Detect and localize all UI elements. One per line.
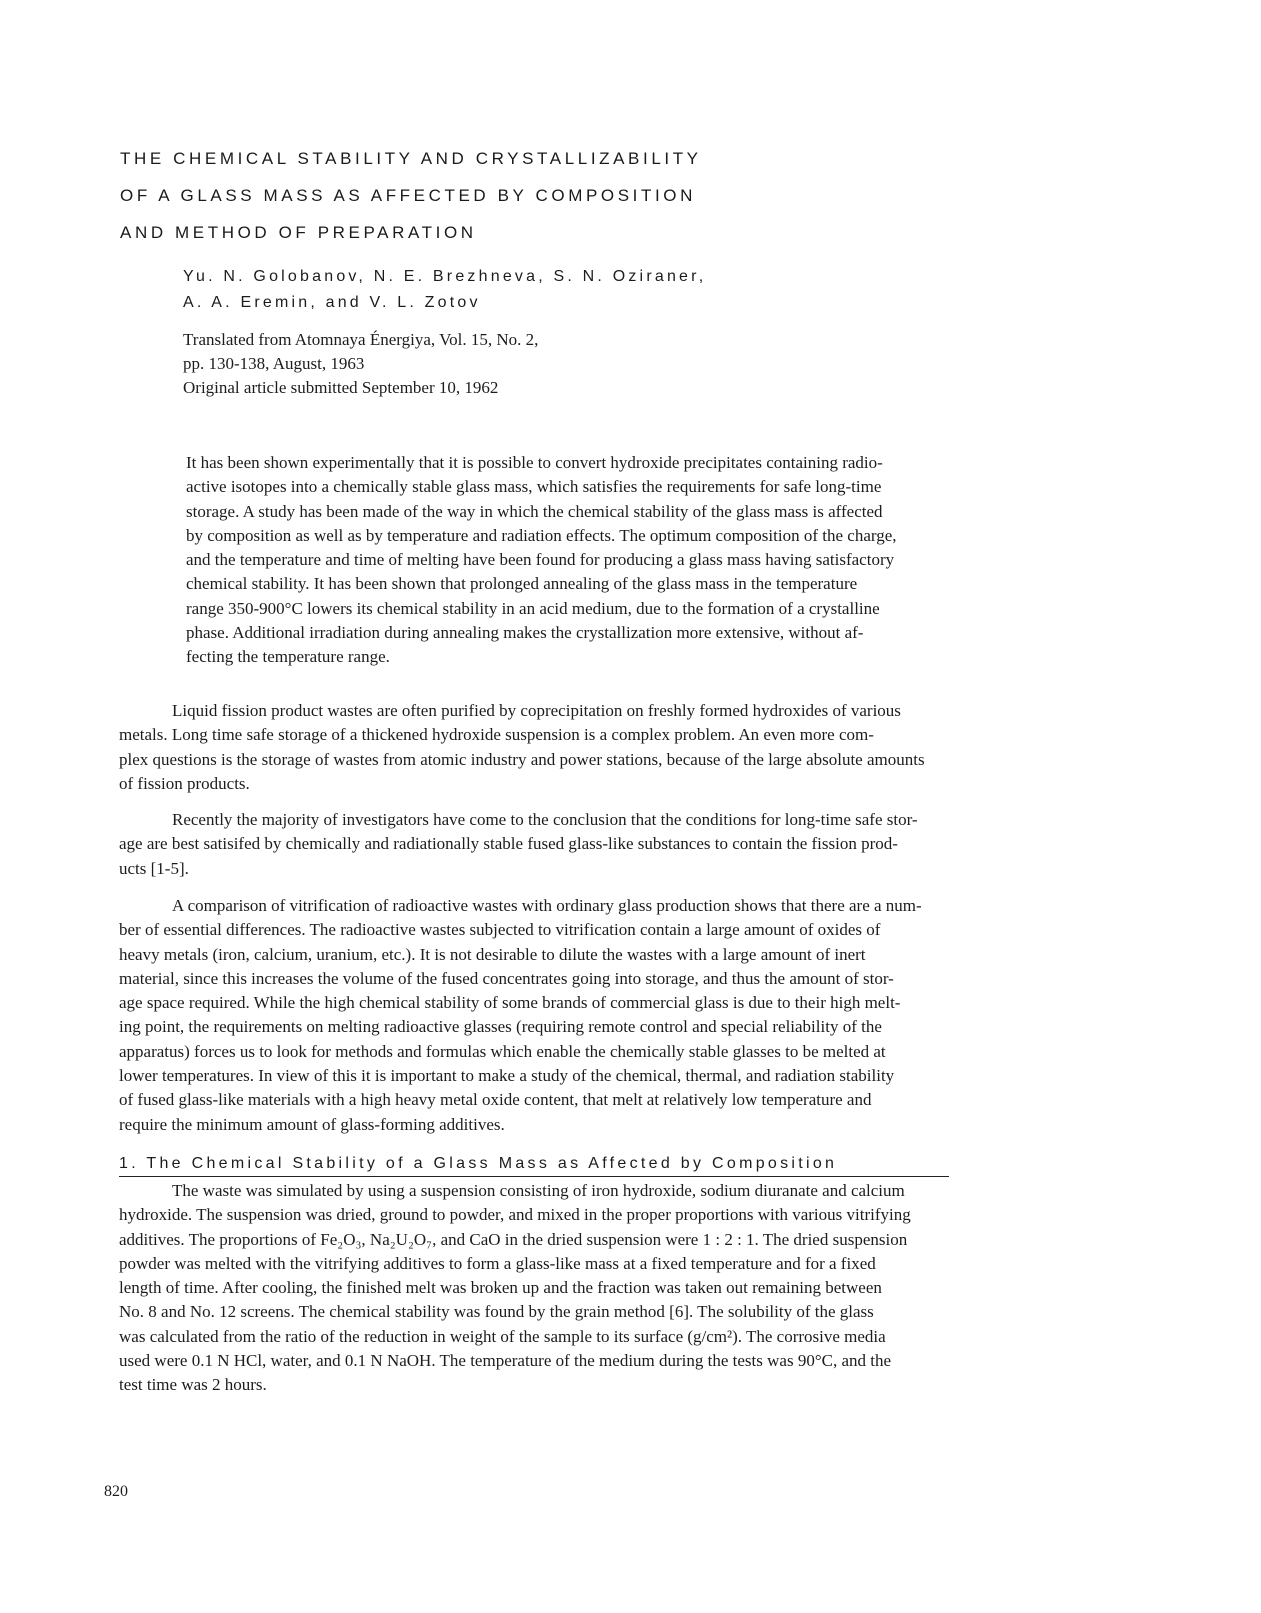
body-paragraph: [119, 808, 1109, 881]
paragraph-line: was calculated from the ratio of the reduction in weight of the sample to its surface (g/cm²). The corrosive media: [119, 1326, 886, 1346]
paragraph-line: plex questions is the storage of wastes from atomic industry and power stations, because of the large absolute amounts: [119, 749, 925, 769]
article-title: [120, 140, 1020, 251]
abstract-line: fecting the temperature range.: [186, 647, 390, 667]
body-paragraph: [119, 894, 1109, 1137]
paragraph-line: material, since this increases the volume of the fused concentrates going into storage, and thus the amount of stor-: [119, 968, 894, 988]
abstract-line: storage. A study has been made of the way in which the chemical stability of the glass mass is affected: [186, 501, 883, 521]
author-line: Yu. N. Golobanov, N. E. Brezhneva, S. N. Oziraner,: [183, 268, 707, 285]
paragraph-line: metals. Long time safe storage of a thickened hydroxide suspension is a complex problem. An even more com-: [119, 725, 874, 745]
paragraph-line: test time was 2 hours.: [119, 1375, 267, 1395]
paragraph-line: of fission products.: [119, 773, 250, 793]
paragraph-line: age are best satisifed by chemically and radiationally stable fused glass-like substances to contain the fission prod-: [119, 834, 898, 854]
paragraph-line: ber of essential differences. The radioactive wastes subjected to vitrification contain a large amount of oxides of: [119, 920, 881, 940]
author-list: [183, 264, 1083, 316]
paragraph-line: heavy metals (iron, calcium, uranium, etc.). It is not desirable to dilute the wastes with a large amount of inert: [119, 944, 866, 964]
abstract-line: phase. Additional irradiation during annealing makes the crystallization more extensive, without af-: [186, 623, 864, 643]
title-line: OF A GLASS MASS AS AFFECTED BY COMPOSITION: [120, 186, 696, 205]
translation-source: [183, 328, 1083, 400]
section-paragraph: [119, 1179, 1109, 1398]
paragraph-line: lower temperatures. In view of this it is important to make a study of the chemical, thermal, and radiation stability: [119, 1066, 895, 1086]
paragraph-line: Liquid fission product wastes are often purified by coprecipitation on freshly formed hydroxides of various: [172, 701, 901, 720]
page-number: 820: [104, 1483, 128, 1500]
paragraph-line: apparatus) forces us to look for methods and formulas which enable the chemically stable glasses to be melted at: [119, 1041, 886, 1061]
paragraph-line: require the minimum amount of glass-forming additives.: [119, 1114, 505, 1134]
source-line: pp. 130-138, August, 1963: [183, 354, 365, 373]
paragraph-line: used were 0.1 N HCl, water, and 0.1 N NaOH. The temperature of the medium during the tests was 90°C, and the: [119, 1351, 892, 1371]
abstract-line: and the temperature and time of melting have been found for producing a glass mass having satisfactory: [186, 550, 895, 570]
title-line: AND METHOD OF PREPARATION: [120, 223, 477, 242]
title-line: THE CHEMICAL STABILITY AND CRYSTALLIZABILITY: [120, 149, 702, 168]
paragraph-line: ing point, the requirements on melting radioactive glasses (requiring remote control and special reliability of the: [119, 1017, 882, 1037]
source-line: Original article submitted September 10, 1962: [183, 378, 499, 397]
abstract-line: active isotopes into a chemically stable glass mass, which satisfies the requirements for safe long-time: [186, 477, 882, 497]
abstract-line: range 350-900°C lowers its chemical stability in an acid medium, due to the formation of a crystalline: [186, 598, 880, 618]
paragraph-line: powder was melted with the vitrifying additives to form a glass-like mass at a fixed temperature and for a fixed: [119, 1253, 876, 1273]
author-line: A. A. Eremin, and V. L. Zotov: [183, 294, 481, 311]
abstract-line: chemical stability. It has been shown that prolonged annealing of the glass mass in the temperature: [186, 574, 858, 594]
body-paragraph: [119, 699, 1109, 796]
paragraph-line: ucts [1-5].: [119, 858, 189, 878]
abstract-line: It has been shown experimentally that it is possible to convert hydroxide precipitates containing radio-: [186, 453, 883, 472]
paragraph-line: The waste was simulated by using a suspension consisting of iron hydroxide, sodium diuranate and calcium: [172, 1181, 905, 1200]
paragraph-line: of fused glass-like materials with a high heavy metal oxide content, that melt at relatively low temperature and: [119, 1090, 872, 1110]
paragraph-line: Recently the majority of investigators have come to the conclusion that the conditions for long-time safe stor-: [172, 810, 918, 829]
abstract: [186, 451, 1066, 670]
paragraph-line: additives. The proportions of Fe₂O₃, Na₂U₂O₇, and CaO in the dried suspension were 1 : 2 : 1. The dried suspension: [119, 1229, 908, 1249]
section-heading: 1. The Chemical Stability of a Glass Mass as Affected by Composition: [119, 1153, 949, 1177]
paragraph-line: length of time. After cooling, the finished melt was broken up and the fraction was taken out remaining between: [119, 1278, 882, 1298]
paragraph-line: hydroxide. The suspension was dried, ground to powder, and mixed in the proper proportions with various vitrifying: [119, 1205, 911, 1225]
paragraph-line: age space required. While the high chemical stability of some brands of commercial glass is due to their high melt-: [119, 993, 901, 1013]
source-line: Translated from Atomnaya Énergiya, Vol. 15, No. 2,: [183, 330, 539, 349]
paragraph-line: No. 8 and No. 12 screens. The chemical stability was found by the grain method [6]. The solubility of the glass: [119, 1302, 874, 1322]
abstract-line: by composition as well as by temperature and radiation effects. The optimum composition of the charge,: [186, 525, 897, 545]
paragraph-line: A comparison of vitrification of radioactive wastes with ordinary glass production shows that there are a num-: [172, 896, 922, 915]
